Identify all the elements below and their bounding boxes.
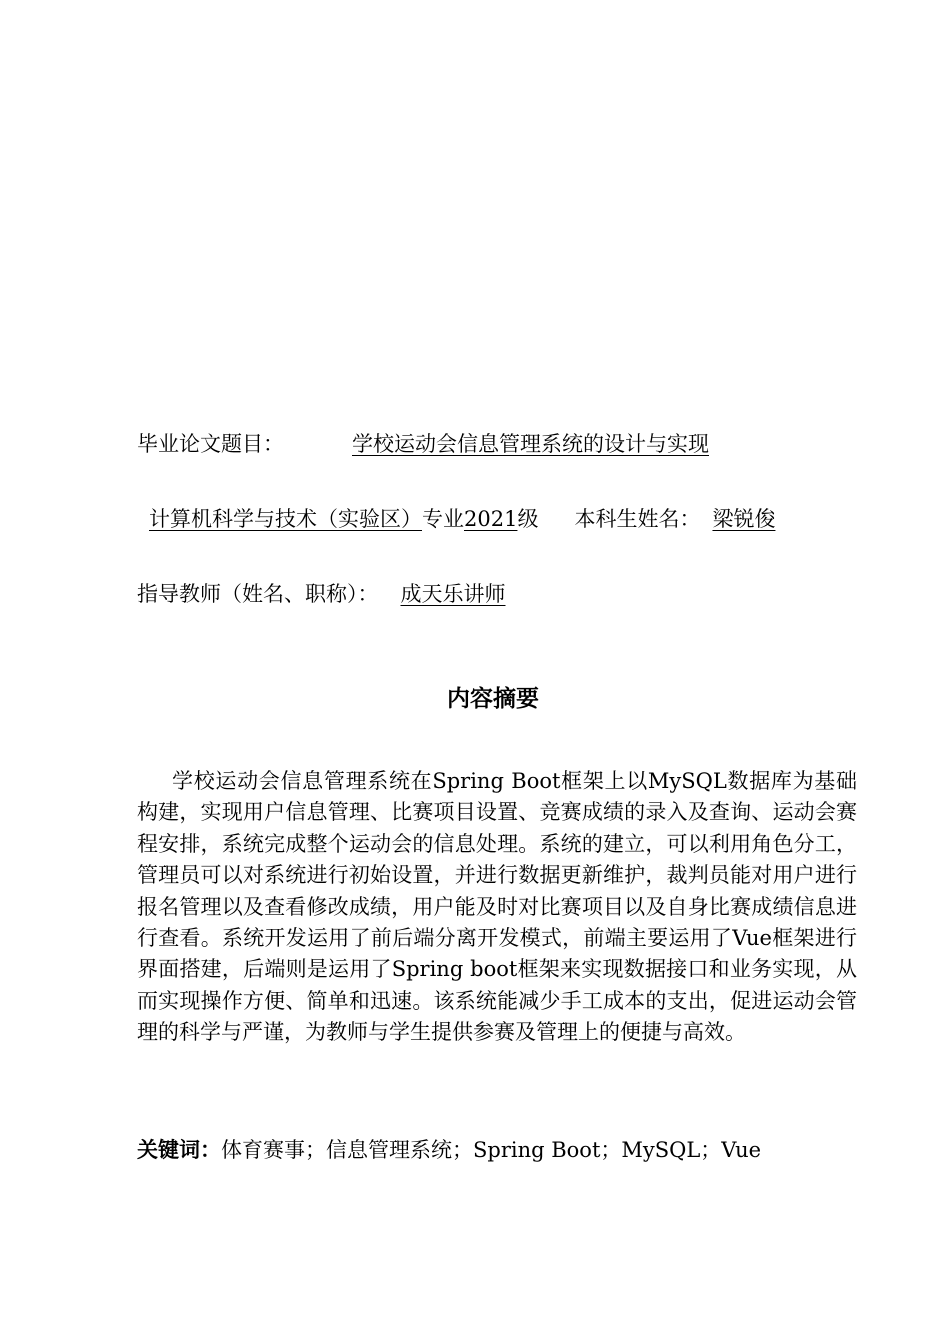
advisor-label: 指导教师（姓名、职称）： <box>137 582 379 606</box>
keywords-value: 体育赛事；信息管理系统；Spring Boot；MySQL；Vue <box>221 1138 762 1162</box>
grade-label: 级 <box>517 507 539 531</box>
major-line <box>137 505 775 533</box>
keywords-line <box>137 1136 761 1164</box>
advisor-line <box>137 580 506 608</box>
thesis-title-line <box>137 430 709 458</box>
student-name: 梁锐俊 <box>712 507 776 531</box>
thesis-title-label: 毕业论文题目： <box>137 432 284 456</box>
advisor-value: 成天乐讲师 <box>400 582 506 606</box>
major-label: 专业 <box>422 507 464 531</box>
grade-value: 2021 <box>464 507 518 531</box>
thesis-title-value: 学校运动会信息管理系统的设计与实现 <box>352 432 709 456</box>
abstract-body: 学校运动会信息管理系统在Spring Boot框架上以MySQL数据库为基础构建，实现用户信息管理、比赛项目设置、竞赛成绩的录入及查询、运动会赛程安排，系统完成整个运动会的信息处理。系统的建立，可以利用角色分工，管理员可以对系统进行初始设置，并进行数据更新维护，裁判员能对用户进行报名管理以及查看修改成绩，用户能及时对比赛项目以及自身比赛成绩信息进行查看。系统开发运用了前后端分离开发模式，前端主要运用了Vue框架进行界面搭建，后端则是运用了Spring boot框架来实现数据接口和业务实现，从而实现操作方便、简单和迅速。该系统能减少手工成本的支出，促进运动会管理的科学与严谨，为教师与学生提供参赛及管理上的便捷与高效。 <box>137 769 857 1045</box>
abstract-heading: 内容摘要 <box>447 686 539 712</box>
major-value: 计算机科学与技术（实验区） <box>149 507 422 531</box>
keywords-label: 关键词： <box>137 1138 221 1162</box>
student-label: 本科生姓名： <box>574 507 701 531</box>
